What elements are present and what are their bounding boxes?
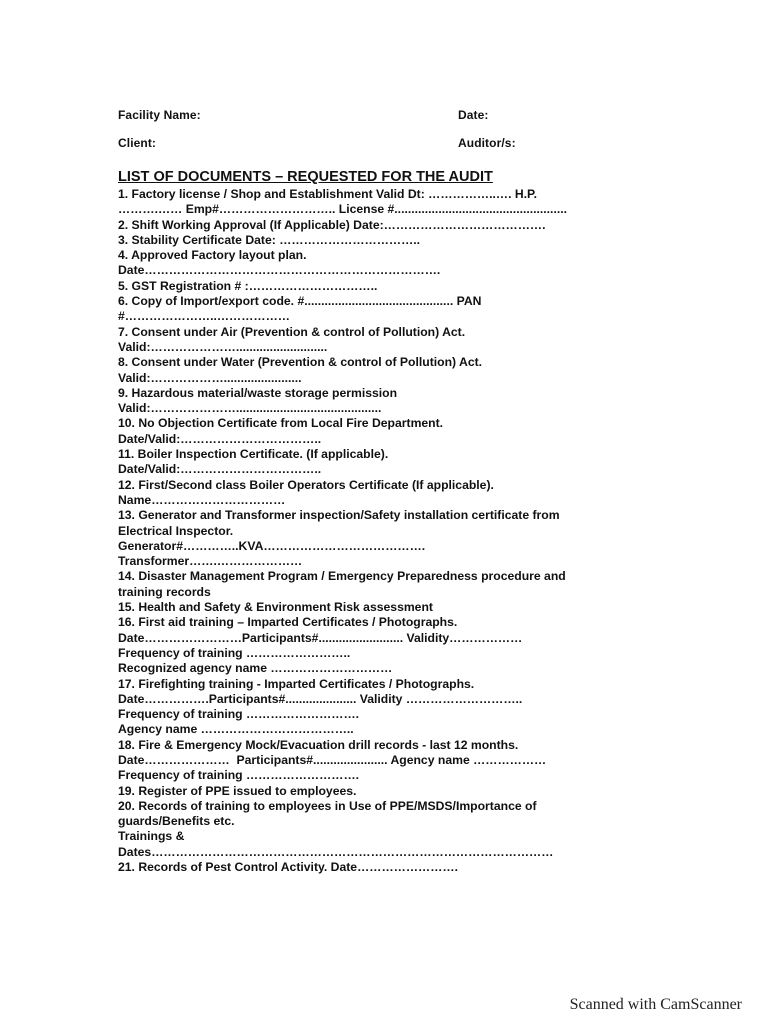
document-title: LIST OF DOCUMENTS – REQUESTED FOR THE AUDIT [118, 169, 493, 185]
document-line: 11. Boiler Inspection Certificate. (If applicable). [118, 447, 389, 462]
document-line: Date…………….Participants#..................... Validity ……………………….. [118, 691, 523, 706]
document-line: Frequency of training ………………………. [118, 707, 360, 722]
document-line: Date……………………Participants#......................... Validity……………… [118, 630, 523, 645]
document-line: Electrical Inspector. [118, 523, 234, 538]
date-label: Date: [458, 108, 489, 122]
document-line: Date………………………………………………………………. [118, 263, 441, 278]
document-line: training records [118, 584, 211, 599]
document-line: Frequency of training …………………….. [118, 645, 351, 660]
facility-name-label: Facility Name: [118, 108, 201, 122]
header-row-client [118, 136, 516, 150]
document-line: Trainings & [118, 829, 185, 844]
document-line: #…………………..……………… [118, 309, 290, 324]
document-line: 1. Factory license / Shop and Establishment Valid Dt: ……………..…. H.P. [118, 187, 537, 201]
document-line: Generator#…………..KVA…………………………………. [118, 538, 426, 553]
document-line: Date………………… Participants#...................... Agency name ……………… [118, 752, 547, 767]
document-line: 18. Fire & Emergency Mock/Evacuation drill records - last 12 months. [118, 737, 519, 752]
document-line: 19. Register of PPE issued to employees. [118, 783, 357, 798]
document-line: 5. GST Registration # :………………………….. [118, 278, 378, 293]
document-line: Date/Valid:…………………………….. [118, 462, 322, 477]
document-line: 12. First/Second class Boiler Operators Certificate (If applicable). [118, 477, 494, 492]
documents-list [118, 187, 648, 875]
document-line: 13. Generator and Transformer inspection/Safety installation certificate from [118, 508, 560, 523]
document-line: Agency name ……………………………….. [118, 722, 354, 737]
document-line: Valid:…………………........................... [118, 339, 328, 354]
scanner-watermark: Scanned with CamScanner [569, 996, 742, 1013]
document-line: 17. Firefighting training - Imparted Certificates / Photographs. [118, 676, 475, 691]
document-line: 6. Copy of Import/export code. #............................................ PAN [118, 294, 482, 309]
document-line: 16. First aid training – Imparted Certificates / Photographs. [118, 615, 458, 630]
document-line: 3. Stability Certificate Date: …………………………….. [118, 232, 421, 247]
document-line: Recognized agency name ………………………… [118, 661, 393, 676]
document-line: Frequency of training ………………………. [118, 768, 360, 783]
document-line: Name…………………………… [118, 492, 286, 507]
document-line: 10. No Objection Certificate from Local Fire Department. [118, 416, 444, 431]
header-row-facility [118, 108, 489, 122]
document-line: Dates……………………………………………………………………………………… [118, 844, 554, 859]
document-line: 2. Shift Working Approval (If Applicable) Date:…………………………………. [118, 217, 546, 232]
document-line: Valid:…………………........................................... [118, 401, 382, 416]
document-line: Transformer…….………………… [118, 554, 303, 569]
document-line: 4. Approved Factory layout plan. [118, 248, 307, 263]
document-line: 15. Health and Safety & Environment Risk assessment [118, 600, 433, 615]
auditor-label: Auditor/s: [458, 136, 516, 150]
client-label: Client: [118, 136, 157, 150]
document-line: guards/Benefits etc. [118, 814, 235, 829]
document-line: 21. Records of Pest Control Activity. Date……………………. [118, 860, 458, 875]
document-line: Date/Valid:…………………………….. [118, 431, 322, 446]
document-line: 20. Records of training to employees in Use of PPE/MSDS/Importance of [118, 798, 537, 813]
document-line: 7. Consent under Air (Prevention & control of Pollution) Act. [118, 324, 466, 339]
document-line: 9. Hazardous material/waste storage permission [118, 385, 398, 400]
document-line: Valid:………………....................... [118, 370, 302, 385]
document-line: 14. Disaster Management Program / Emergency Preparedness procedure and [118, 569, 566, 584]
document-line: 8. Consent under Water (Prevention & control of Pollution) Act. [118, 355, 483, 370]
document-line: ……….…… Emp#……………………….. License #................................................... [118, 202, 567, 217]
